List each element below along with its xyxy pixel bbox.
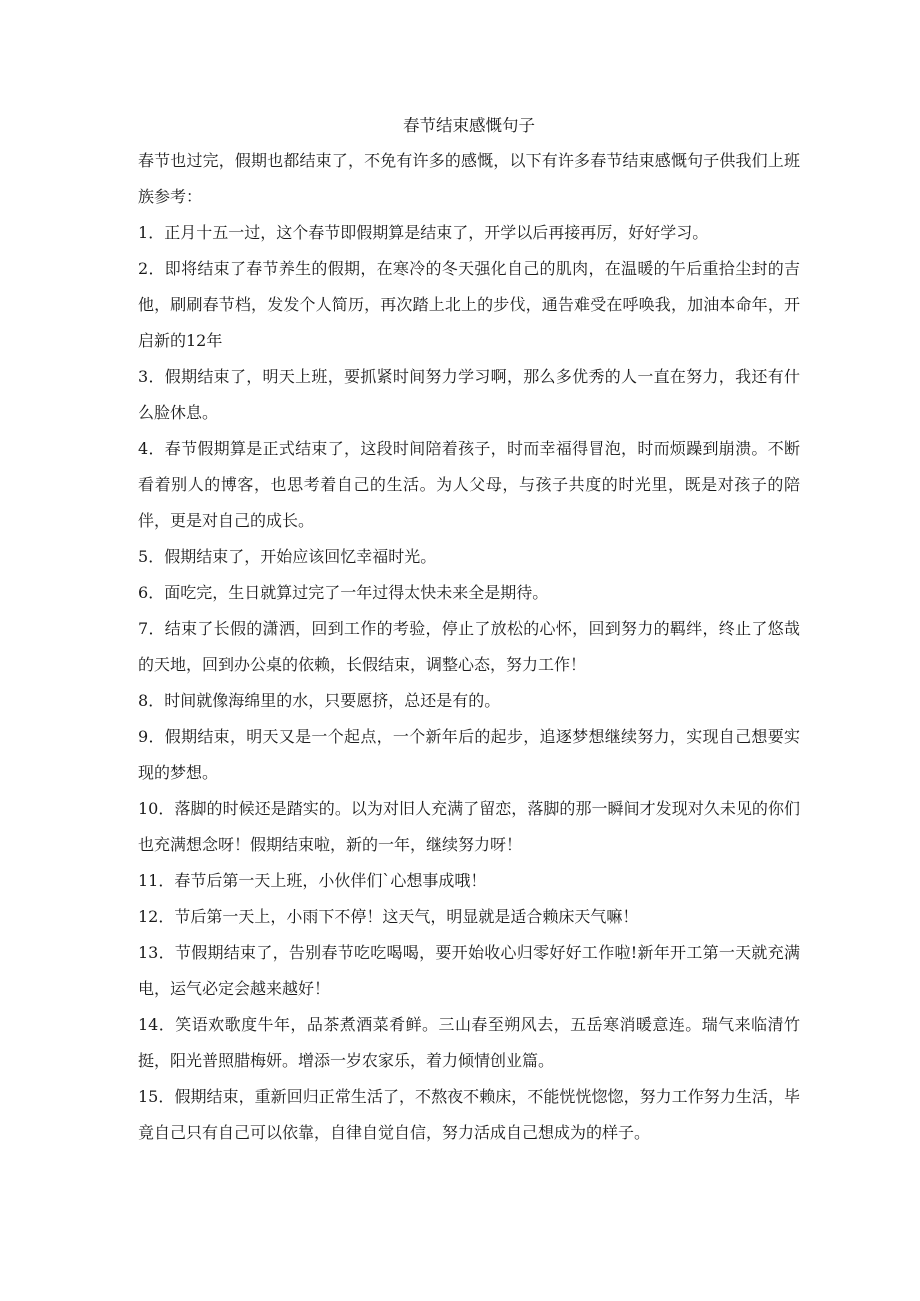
item-text: ．时间就像海绵里的水，只要愿挤，总还是有的。 [148,691,501,710]
item-number: 15 [138,1087,159,1106]
list-item [138,251,800,359]
item-number: 7 [138,619,149,638]
list-item [138,719,800,791]
item-text: ．节假期结束了，告别春节吃吃喝喝，要开始收心归零好好工作啦!新年开工第一天就充满电，运气必定会越来越好！ [138,943,800,998]
intro-paragraph: 春节也过完，假期也都结束了，不免有许多的感慨，以下有许多春节结束感慨句子供我们上班族参考： [138,151,800,206]
document-title: 春节结束感慨句子 [403,116,535,135]
item-text: ．假期结束，明天又是一个起点，一个新年后的起步，追逐梦想继续努力，实现自己想要实现的梦想。 [138,727,800,782]
item-text: ．假期结束了，开始应该回忆幸福时光。 [148,547,437,566]
list-item [138,863,800,899]
list-item [138,935,800,1007]
item-number: 11 [138,871,159,890]
item-number: 4 [138,439,149,458]
list-item [138,575,800,611]
item-text: ．春节假期算是正式结束了，这段时间陪着孩子，时而幸福得冒泡，时而烦躁到崩溃。不断看着别人的博客，也思考着自己的生活。为人父母，与孩子共度的时光里，既是对孩子的陪伴，更是对自己的成长。 [138,439,800,530]
list-item [138,1079,800,1151]
item-number: 1 [138,223,149,242]
item-number: 10 [138,799,159,818]
item-text: ．面吃完，生日就算过完了一年过得太快未来全是期待。 [148,583,549,602]
item-text: ．春节后第一天上班，小伙伴们`心想事成哦！ [158,871,487,890]
item-text: ．正月十五一过，这个春节即假期算是结束了，开学以后再接再厉，好好学习。 [148,223,709,242]
item-text: ．结束了长假的潇洒，回到工作的考验，停止了放松的心怀，回到努力的羁绊，终止了悠哉的天地，回到办公桌的依赖，长假结束，调整心态，努力工作！ [138,619,800,674]
item-number: 8 [138,691,149,710]
item-number: 12 [138,907,159,926]
list-item [138,359,800,431]
item-number: 13 [138,943,159,962]
sentence-list [138,215,800,1151]
item-number: 6 [138,583,149,602]
item-text: ．落脚的时候还是踏实的。以为对旧人充满了留恋，落脚的那一瞬间才发现对久未见的你们也充满想念呀！假期结束啦，新的一年，继续努力呀！ [138,799,800,854]
item-text: ．即将结束了春节养生的假期，在寒冷的冬天强化自己的肌肉，在温暖的午后重拾尘封的吉他，刷刷春节档，发发个人简历，再次踏上北上的步伐，通告难受在呼唤我，加油本命年，开启新的12年 [138,259,800,350]
list-item [138,899,800,935]
item-number: 5 [138,547,149,566]
item-number: 2 [138,259,149,278]
list-item [138,1007,800,1079]
list-item [138,611,800,683]
list-item [138,683,800,719]
item-number: 14 [138,1015,159,1034]
list-item [138,539,800,575]
item-text: ．节后第一天上，小雨下不停！这天气，明显就是适合赖床天气嘛！ [158,907,639,926]
list-item [138,431,800,539]
list-item [138,791,800,863]
item-number: 3 [138,367,149,386]
item-number: 9 [138,727,149,746]
item-text: ．笑语欢歌度牛年，品茶煮酒菜肴鲜。三山春至朔风去，五岳寒消暖意连。瑞气来临清竹挺，阳光普照腊梅妍。增添一岁农家乐，着力倾情创业篇。 [138,1015,800,1070]
item-text: ．假期结束，重新回归正常生活了，不熬夜不赖床，不能恍恍惚惚，努力工作努力生活，毕竟自己只有自己可以依靠，自律自觉自信，努力活成自己想成为的样子。 [138,1087,800,1142]
list-item [138,215,800,251]
item-text: ．假期结束了，明天上班，要抓紧时间努力学习啊，那么多优秀的人一直在努力，我还有什么脸休息。 [138,367,800,422]
